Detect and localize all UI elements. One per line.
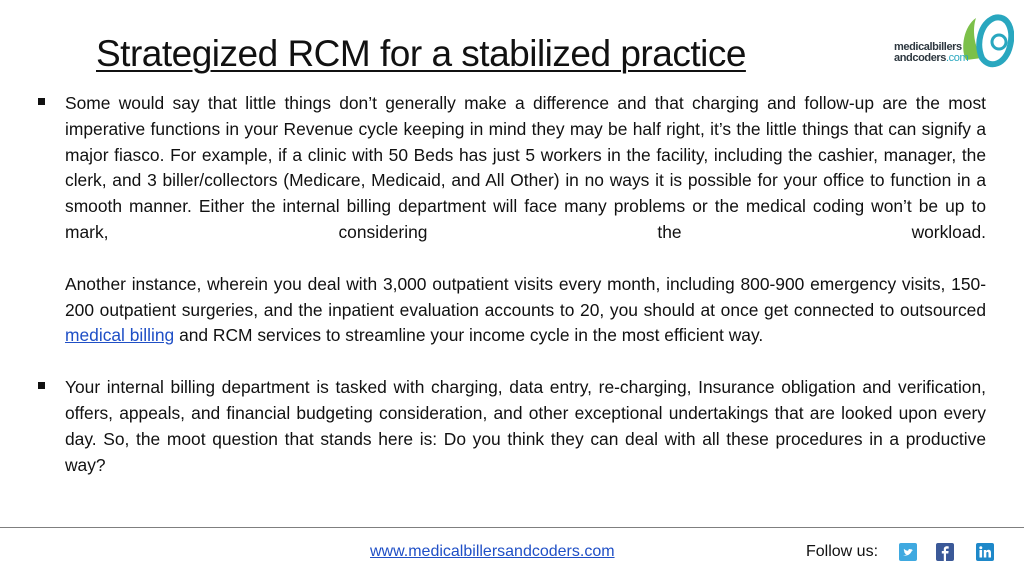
bullet-item-1 (38, 91, 986, 349)
logo-line-1: medicalbillers (894, 41, 962, 53)
twitter-icon[interactable] (899, 543, 917, 561)
website-link[interactable]: www.medicalbillersandcoders.com (370, 543, 615, 560)
follow-us-label: Follow us: (806, 543, 879, 560)
bullet-2-paragraph: Your internal billing department is tasked with charging, data entry, re-charging, Insurance obligation and verification, offers, appeals, and financial budgeting consideration, and other exceptional undertakings that are looked upon every day. So, the moot question that stands here is: Do you think they can deal with all these procedures in a productive way? (65, 377, 986, 475)
bullet-1-paragraph-1: Some would say that little things don’t generally make a difference and that charging and follow-up are the most imperative functions in your Revenue cycle keeping in mind they may be half right, it’s the little things that can signify a major fiasco. For example, if a clinic with 50 Beds has just 5 workers in the facility, including the cashier, manager, the clerk, and 3 biller/collectors (Medicare, Medicaid, and All Other) in no ways it is possible for your office to function in a smooth manner. Either the internal billing department will face many problems or the medical coding won’t be up to mark, considering the workload. (65, 93, 987, 242)
bullet-square-icon (38, 98, 45, 105)
linkedin-icon[interactable] (976, 543, 994, 561)
page-title: Strategized RCM for a stabilized practice (96, 33, 746, 74)
facebook-icon[interactable] (936, 543, 954, 561)
content-body (38, 91, 986, 504)
bullet-item-2 (38, 375, 986, 478)
logo-line-2: andcoders.com (894, 52, 969, 64)
footer-divider (0, 527, 1024, 528)
bullet-square-icon (38, 382, 45, 389)
company-logo[interactable] (894, 12, 1014, 72)
logo-wordmark (894, 42, 968, 64)
medical-billing-link[interactable]: medical billing (65, 325, 175, 346)
bullet-1-paragraph-2: Another instance, wherein you deal with 3,000 outpatient visits every month, including 800-900 emergency visits, 150-200 outpatient surgeries, and the inpatient evaluation accounts to 20, you should at once get connected to outsourced medical billing and RCM services to streamline your income cycle in the most efficient way. (65, 273, 987, 346)
